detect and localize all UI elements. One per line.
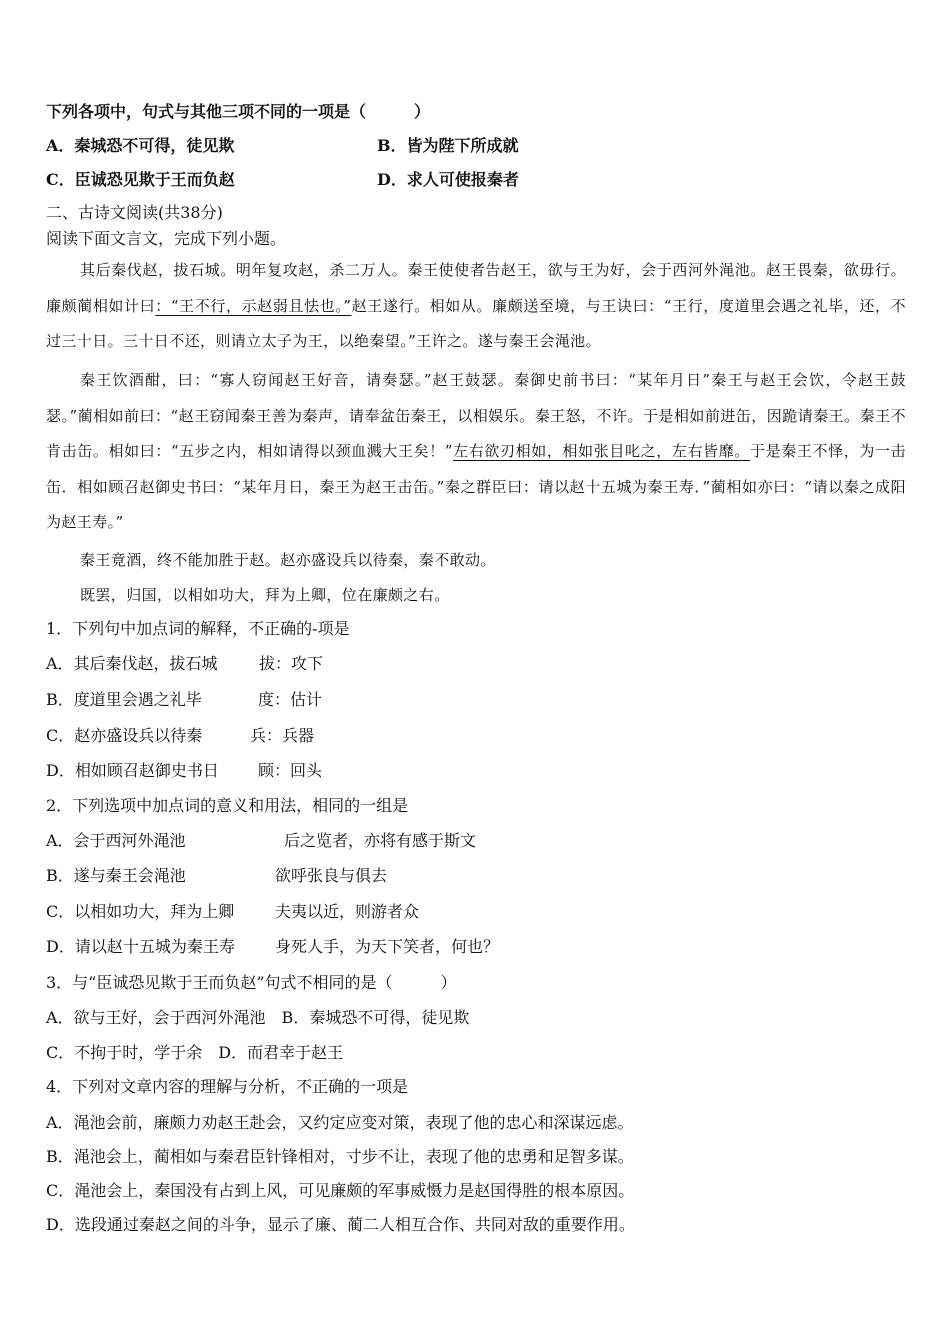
question-4-option-c: C．渑池会上，秦国没有占到上风，可见廉颇的军事威慑力是赵国得胜的根本原因。	[46, 1181, 635, 1200]
top-option-a: A．秦城恐不可得，徒见欺	[46, 136, 235, 155]
question-1-option-c	[46, 726, 315, 746]
option-right: 夫夷以近，则游者众	[275, 902, 420, 921]
option-right: 后之览者，亦将有感于斯文	[284, 831, 477, 850]
option-left: A．其后秦伐赵，拔石城	[46, 654, 218, 673]
passage-paragraph-4: 既罢，归国，以相如功大，拜为上卿，位在廉颇之右。	[80, 586, 450, 604]
question-2-option-a	[46, 831, 477, 851]
option-right: 欲呼张良与俱去	[275, 866, 388, 885]
option-left: C．以相如功大，拜为上卿	[46, 902, 235, 921]
option-right: 兵：兵器	[250, 726, 315, 745]
question-2-option-b	[46, 866, 388, 886]
option-right: 顾：回头	[258, 761, 323, 780]
top-option-b: B．皆为陛下所成就	[377, 136, 519, 155]
option-left: B．遂与秦王会渑池	[46, 866, 186, 885]
question-1-option-a	[46, 654, 324, 674]
question-4-option-a: A．渑池会前，廉颇力劝赵王赴会，又约定应变对策，表现了他的忠心和深谋远虑。	[46, 1113, 634, 1132]
passage-paragraph-3: 秦王竟酒，终不能加胜于赵。赵亦盛设兵以待秦，秦不敢动。	[80, 551, 496, 569]
passage-paragraph-1	[46, 253, 906, 360]
passage-p2-underlined: 左右欲刃相如，相如张目叱之，左右皆靡。	[452, 442, 750, 461]
option-right: 度：估计	[258, 690, 323, 709]
question-2-stem: 2．下列选项中加点词的意义和用法，相同的一组是	[46, 796, 409, 815]
passage-p2-text-a: 秦王饮酒酣，曰：“寡人窃闻赵王好音，请奏瑟。”赵王鼓瑟。秦御史前书曰：“某年月日”秦王与赵王会饮，令赵王鼓瑟。”蔺相如前曰：“赵王窃闻秦王善为秦声，请奉盆缶秦王，以相娱乐。秦王怒，不许。于是相如前进缶，因跪请秦王。秦王不肯击缶。相如曰：“五步之内，相如请得以颈血溅大王矣！”	[46, 371, 906, 461]
top-question-stem: 下列各项中，句式与其他三项不同的一项是（ ）	[46, 102, 431, 121]
passage-p2-text-b: 于是秦王不怿，为一击缶．相如顾召赵御史书曰：“某年月日，秦王为赵王击缶。”秦之群臣曰：请以赵十五城为秦王寿．”蔺相如亦曰：“请以秦之成阳为赵王寿。”	[46, 442, 907, 532]
question-2-option-c	[46, 902, 420, 922]
option-left: D．请以赵十五城为秦王寿	[46, 937, 235, 956]
question-3-options-row-1: A．欲与王好，会于西河外渑池 B．秦城恐不可得，徒见欺	[46, 1008, 470, 1027]
passage-paragraph-2	[46, 363, 906, 541]
passage-p1-text-b: 赵王遂行。相如从。廉颇送至境，与王诀曰：“王行，度道里会遇之礼毕，还，不过三十日。三十日不还，则请立太子为王，以绝秦望。”王许之。遂与秦王会渑池。	[46, 296, 906, 351]
question-3-stem: 3．与“臣诚恐见欺于王而负赵”句式不相同的是（ ）	[46, 973, 457, 992]
option-right: 拔：攻下	[259, 654, 324, 673]
option-left: C．赵亦盛设兵以待秦	[46, 726, 203, 745]
option-left: D．相如顾召赵御史书日	[46, 761, 219, 780]
question-4-option-b: B．渑池会上，蔺相如与秦君臣针锋相对，寸步不让，表现了他的忠勇和足智多谋。	[46, 1147, 634, 1166]
question-1-option-d	[46, 761, 323, 781]
question-4-option-d: D．选段通过秦赵之间的斗争，显示了廉、蔺二人相互合作、共同对敌的重要作用。	[46, 1215, 635, 1234]
option-left: B．度道里会遇之礼毕	[46, 690, 202, 709]
question-2-option-d	[46, 937, 500, 957]
question-3-options-row-2: C．不拘于时，学于余 D．而君幸于赵王	[46, 1043, 344, 1062]
question-1-stem: 1．下列句中加点词的解释，不正确的-项是	[46, 619, 350, 638]
top-option-d: D．求人可使报秦者	[377, 170, 519, 189]
question-1-option-b	[46, 690, 323, 710]
option-right: 身死人手，为天下笑者，何也？	[275, 937, 500, 956]
top-option-c: C．臣诚恐见欺于王而负赵	[46, 170, 235, 189]
section-instruction: 阅读下面文言文，完成下列小题。	[46, 229, 287, 248]
option-left: A．会于西河外渑池	[46, 831, 186, 850]
passage-p1-underlined: ：“王不行，示赵弱且怯也。”	[155, 296, 352, 315]
question-4-stem: 4．下列对文章内容的理解与分析，不正确的一项是	[46, 1077, 409, 1096]
section-title: 二、古诗文阅读(共38分)	[46, 203, 223, 222]
passage-p1-text-a: 其后秦伐赵，拔石城。明年复攻赵，杀二万人。秦王使使者告赵王，欲与王为好，会于西河外渑池。赵王畏秦，欲毋行。廉颇蔺相如计曰	[46, 261, 906, 315]
